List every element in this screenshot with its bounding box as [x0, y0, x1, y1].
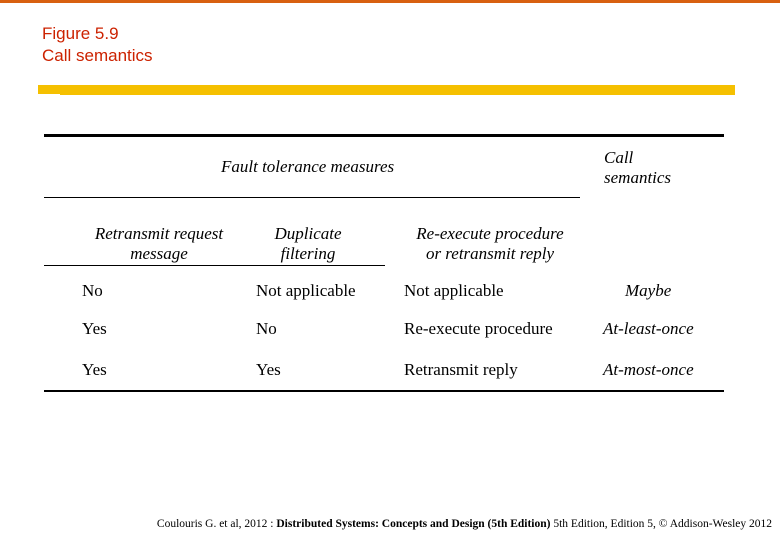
call-semantics-cell: At-most-once	[603, 360, 694, 379]
table-cell: Re-execute procedure	[404, 319, 553, 338]
table-cell: Yes	[82, 319, 107, 338]
citation-book-title: Distributed Systems: Concepts and Design (5th Edition)	[276, 518, 551, 530]
accent-bar-notch	[38, 94, 60, 97]
top-rule	[0, 0, 780, 3]
table-cell: Yes	[256, 360, 281, 379]
table-cell: Not applicable	[256, 281, 356, 300]
column-header-retransmit: Retransmit request message	[94, 224, 224, 263]
accent-bar	[38, 85, 735, 95]
citation-suffix: 5th Edition, Edition 5, © Addison-Wesley 2012	[550, 518, 772, 530]
table-cell: Yes	[82, 360, 107, 379]
table-cell: Not applicable	[404, 281, 504, 300]
table-top-rule	[44, 134, 724, 137]
group-header: Fault tolerance measures	[221, 157, 395, 176]
call-semantics-cell: Maybe	[625, 281, 672, 300]
citation-footer	[0, 517, 772, 531]
group-header-rule	[44, 197, 580, 198]
table-cell: No	[256, 319, 277, 338]
table-cell: No	[82, 281, 103, 300]
figure-heading	[42, 23, 153, 67]
figure-title: Call semantics	[42, 46, 153, 65]
citation-prefix: Coulouris G. et al, 2012 :	[156, 518, 277, 530]
column-header-duplicate: Duplicate filtering	[274, 224, 342, 263]
call-semantics-cell: At-least-once	[603, 319, 694, 338]
table-bottom-rule	[44, 390, 724, 392]
call-semantics-header: Call semantics	[604, 148, 672, 187]
table-cell: Retransmit reply	[404, 360, 518, 379]
column-header-reexecute: Re-execute procedure or retransmit reply	[416, 224, 564, 263]
column-header-rule	[44, 265, 385, 266]
figure-number: Figure 5.9	[42, 24, 119, 43]
